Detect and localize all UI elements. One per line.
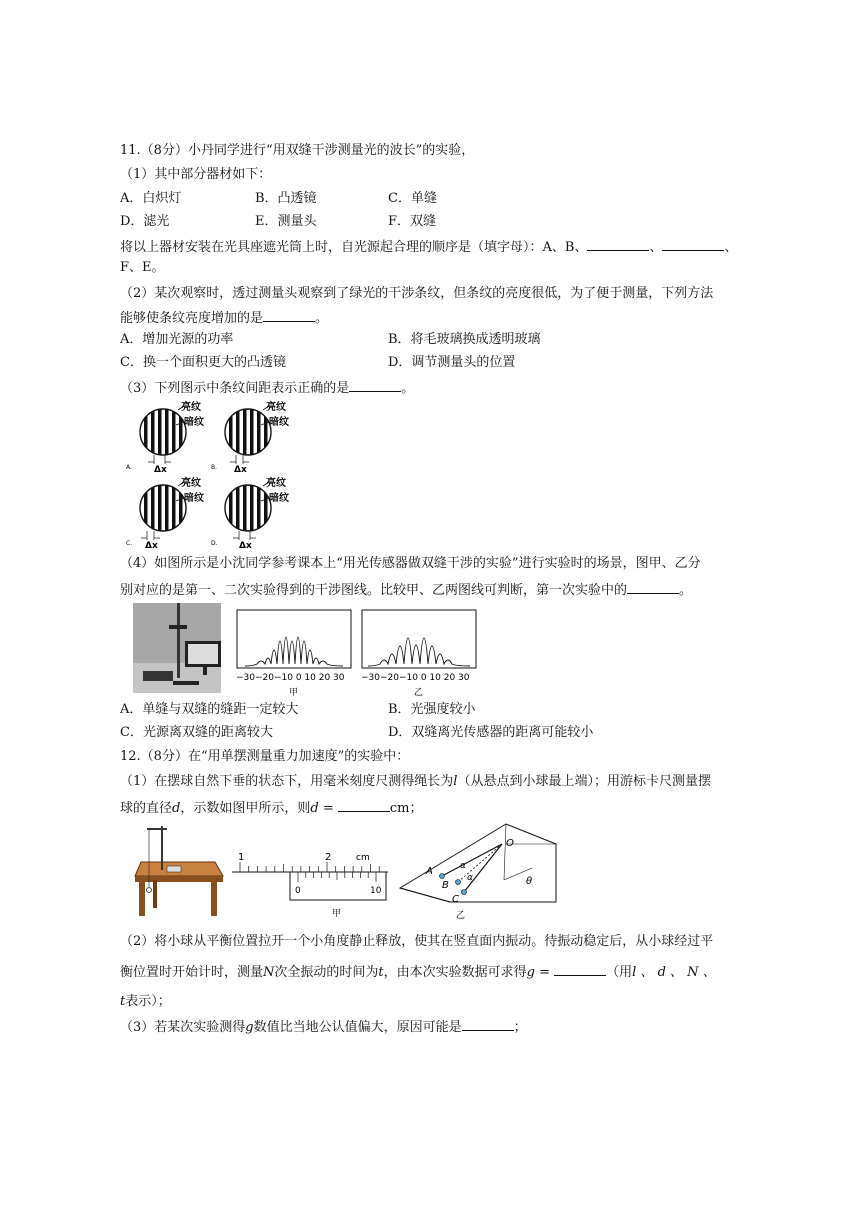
letter-d: D. [211, 540, 218, 547]
part4-end: 。 [679, 583, 693, 598]
q12-p3-end: ； [513, 1020, 527, 1035]
fringe-figure-c [126, 476, 204, 550]
pendulum-table-figure [133, 822, 225, 918]
delta-label-c: Δx [145, 541, 158, 550]
q12-p2-text-d: ，由本次实验数据可求得 [383, 965, 527, 980]
material-e: E．测量头 [255, 214, 317, 229]
part2-option-b: B．将毛玻璃换成透明玻璃 [388, 332, 541, 347]
letter-a: A. [126, 464, 132, 471]
q12-part2-line1: （2）将小球从平衡位置拉开一个小角度静止释放，使其在竖直面内振动。待振动稳定后，从小球经过平 [120, 934, 714, 949]
part3-text: （3）下列图示中条纹间距表示正确的是 [120, 381, 350, 396]
angle-alpha-1: α [460, 861, 466, 871]
q12-p2-text-f: 表示）； [125, 994, 171, 1009]
q12-p1-text-d: ，示数如图甲所示，则 [180, 801, 311, 816]
vernier-caliper-figure [230, 848, 390, 922]
caliper-main-2: 2 [325, 852, 332, 863]
var-g-2: g [245, 1020, 254, 1035]
letter-b: B. [211, 464, 218, 471]
part4-option-d: D．双缝离光传感器的距离可能较小 [388, 725, 594, 740]
angle-theta: θ [526, 876, 533, 887]
answer-blank-reason[interactable] [462, 1017, 514, 1031]
dark-label-a: 暗纹 [184, 417, 204, 428]
answer-blank-diameter[interactable] [338, 798, 390, 812]
part4-option-a: A．单缝与双缝的缝距一定较大 [120, 702, 299, 717]
fringe-figure-a [126, 400, 204, 475]
var-t-2: t [120, 994, 126, 1009]
answer-blank-order-2[interactable] [662, 237, 724, 251]
q11-part2-line2 [120, 308, 328, 328]
q12-part3 [120, 1017, 527, 1037]
var-n: N [263, 965, 275, 980]
part2-end: 。 [315, 311, 329, 326]
bright-label-d: 亮纹 [266, 478, 286, 489]
dark-label-b: 暗纹 [269, 417, 289, 428]
q12-part2-line2 [120, 962, 716, 982]
part2-option-d: D．调节测量头的位置 [388, 355, 516, 370]
material-f: F．双缝 [388, 214, 437, 229]
vernier-10: 10 [370, 886, 382, 896]
dark-label-c: 暗纹 [184, 493, 204, 504]
experiment-photo [133, 603, 221, 693]
unit-cm: cm； [389, 801, 423, 816]
part3-end: 。 [401, 381, 415, 396]
answer-blank-part4[interactable] [627, 580, 679, 594]
graph-ticks-jia: −30−20−10 0 10 20 30 [236, 673, 345, 683]
equals-sign: = [318, 801, 338, 816]
order-text: 将以上器材安装在光具座遮光筒上时，自光源起合理的顺序是（填字母）：A、B、 [120, 240, 588, 255]
order-sep-2: 、 [724, 240, 738, 255]
q12-part1-line2 [120, 798, 422, 818]
answer-blank-order-1[interactable] [587, 237, 649, 251]
q11-part3 [120, 378, 414, 398]
var-l: l [453, 774, 458, 789]
delta-label-a: Δx [154, 465, 167, 475]
main-scale-ticks [240, 862, 379, 872]
interference-graph-jia [235, 608, 353, 700]
q12-part2-line3 [120, 993, 171, 1011]
fringe-figures [118, 398, 318, 550]
q12-p2-text-c: 次全振动的时间为 [274, 965, 379, 980]
point-a: A [426, 866, 433, 877]
material-d: D．滤光 [120, 214, 170, 229]
var-t: t [378, 965, 384, 980]
q11-title: 11.（8分）小丹同学进行“用双缝干涉测量光的波长”的实验， [120, 143, 475, 158]
answer-blank-g[interactable] [554, 962, 606, 976]
q12-part1-line1 [120, 773, 711, 791]
q12-p1-text-a: （1）在摆球自然下垂的状态下，用毫米刻度尺测得绳长为 [120, 774, 454, 789]
bright-label-a: 亮纹 [181, 402, 201, 413]
equals-sign-2: = [534, 965, 555, 980]
part4-option-c: C．光源离双缝的距离较大 [120, 725, 273, 740]
interference-graph-yi [360, 608, 478, 700]
incline-pendulum-figure [396, 822, 560, 922]
q12-p1-text-b: （从悬点到小球最上端）；用游标卡尺测量摆 [457, 774, 711, 789]
material-a: A．白炽灯 [120, 191, 182, 206]
angle-alpha-2: α [467, 873, 473, 883]
var-list: l 、 d 、 N 、 [632, 965, 716, 980]
fringe-figure-d [211, 476, 289, 550]
delta-label-b: Δx [234, 465, 247, 475]
letter-c: C. [126, 540, 133, 547]
dark-label-d: 暗纹 [269, 493, 289, 504]
q11-order-end: F、E。 [120, 260, 165, 275]
bright-label-b: 亮纹 [266, 402, 286, 413]
caliper-main-1: 1 [238, 852, 245, 863]
part2-option-a: A．增加光源的功率 [120, 332, 234, 347]
var-d: d [172, 801, 181, 816]
q12-p3-text-a: （3）若某次实验测得 [120, 1020, 246, 1035]
part4-option-b: B．光强度较小 [388, 702, 476, 717]
graph-ticks-yi: −30−20−10 0 10 20 30 [361, 673, 470, 683]
order-sep: 、 [649, 240, 663, 255]
answer-blank-part3[interactable] [349, 378, 401, 392]
var-g: g [526, 965, 535, 980]
q11-part2-line1: （2）某次观察时，透过测量头观察到了绿光的干涉条纹，但条纹的亮度很低，为了便于测量，下列方法 [120, 286, 714, 301]
q11-part4-line2 [120, 580, 692, 600]
bright-label-c: 亮纹 [181, 478, 201, 489]
part2-text: 能够使条纹亮度增加的是 [120, 311, 264, 326]
material-c: C．单缝 [388, 191, 437, 206]
point-o: O [506, 838, 514, 849]
q11-part4-line1: （4）如图所示是小沈同学参考课本上“用光传感器做双缝干涉的实验”进行实验时的场景，图甲、乙分 [120, 556, 701, 571]
q12-p2-text-b: 衡位置时开始计时，测量 [120, 965, 264, 980]
q11-part1: （1）其中部分器材如下： [120, 167, 272, 182]
var-d-eq: d [310, 801, 319, 816]
graph-label-yi: 乙 [414, 688, 424, 698]
q11-order-line [120, 237, 737, 257]
fringe-figure-b [211, 400, 289, 475]
vernier-0: 0 [295, 886, 301, 896]
material-b: B．凸透镜 [255, 191, 317, 206]
q12-title: 12.（8分）在“用单摆测量重力加速度”的实验中： [120, 749, 410, 764]
part4-text: 别对应的是第一、二次实验得到的干涉图线。比较甲、乙两图线可判断，第一次实验中的 [120, 583, 628, 598]
delta-label-d: Δx [239, 541, 252, 550]
q12-p1-text-c: 球的直径 [120, 801, 173, 816]
point-c: C [452, 894, 459, 905]
q12-p3-text-b: 数值比当地公认值偏大，原因可能是 [253, 1020, 462, 1035]
q12-p2-text-e: （用 [606, 965, 633, 980]
incline-label: 乙 [456, 911, 466, 921]
point-b: B [442, 880, 449, 891]
graph-label-jia: 甲 [289, 688, 299, 698]
part2-option-c: C．换一个面积更大的凸透镜 [120, 355, 286, 370]
caliper-unit: cm [356, 853, 370, 863]
answer-blank-part2[interactable] [263, 308, 315, 322]
caliper-label: 甲 [332, 909, 342, 919]
